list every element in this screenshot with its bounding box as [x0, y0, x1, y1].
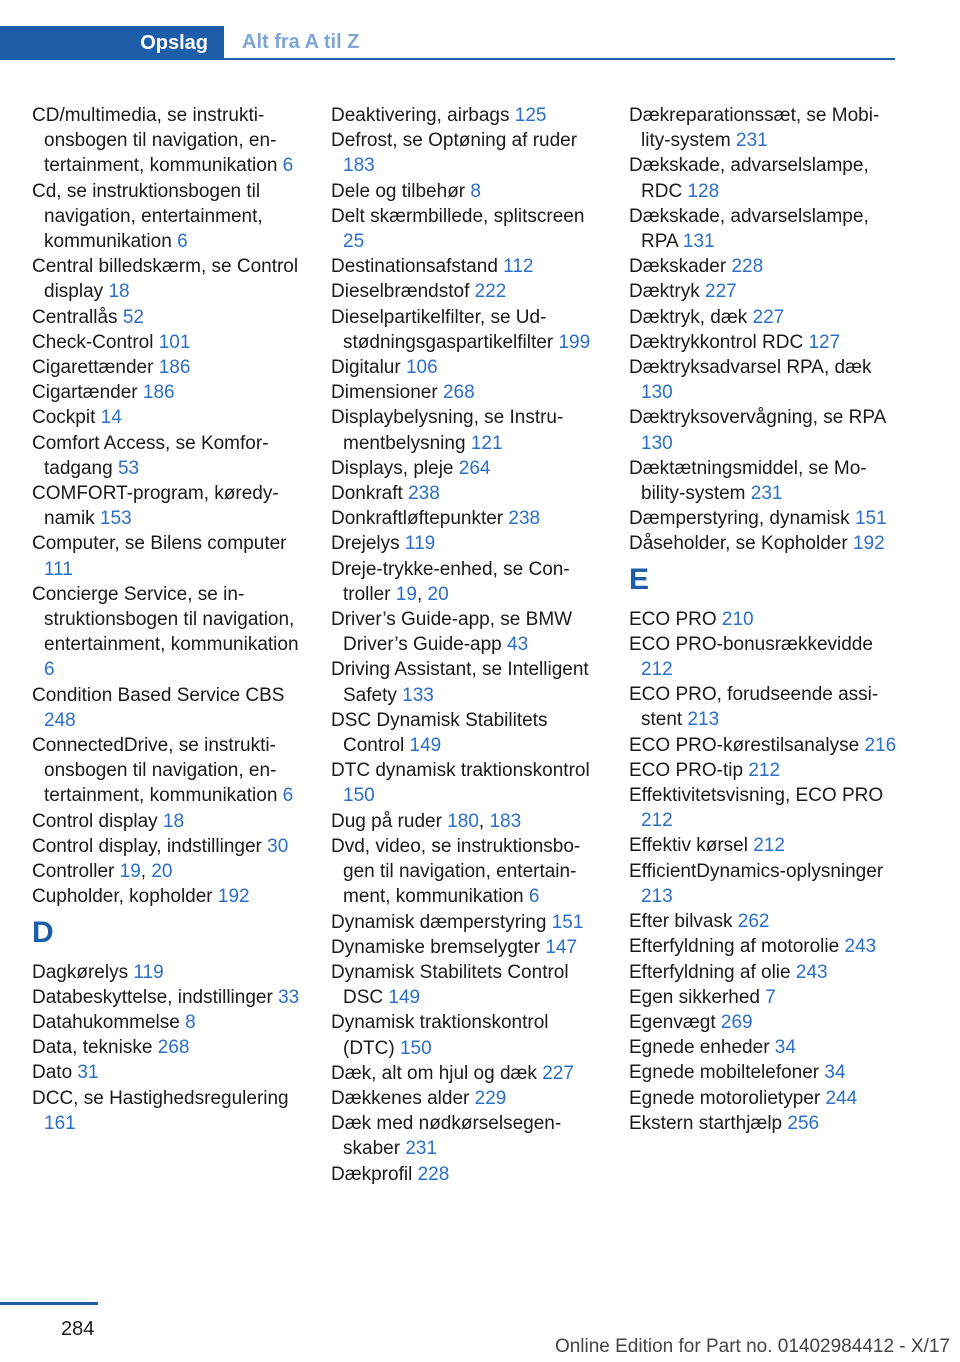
page-reference-link[interactable]: 262 — [737, 911, 770, 933]
index-entry-text: Dæktryksovervågning, se RPA — [629, 407, 886, 429]
page-reference-link[interactable]: 231 — [405, 1138, 438, 1160]
index-entry-text: Egen sikkerhed — [629, 986, 760, 1008]
index-entry-text: Drejelys — [331, 533, 400, 555]
index-entry-text: Dynamisk traktionskontrol (DTC) — [331, 1012, 549, 1059]
page-reference-link[interactable]: 256 — [787, 1112, 820, 1134]
index-entry-text: Destinationsafstand — [331, 256, 498, 278]
index-entry-text: Defrost, se Optøning af ruder — [331, 130, 578, 152]
index-entry — [331, 910, 599, 935]
page-reference-link[interactable]: 264 — [458, 457, 491, 479]
page-reference-link[interactable]: 180 — [447, 810, 479, 832]
index-entry — [32, 985, 300, 1010]
page-reference-link[interactable]: 34 — [824, 1062, 846, 1084]
index-entry-text: Driver’s Guide-app, se BMW Driver’s Guide-app — [331, 609, 573, 656]
page-reference-link[interactable]: 8 — [470, 180, 481, 202]
page-reference-link[interactable]: 212 — [641, 810, 673, 832]
page-reference-link[interactable]: 43 — [507, 634, 529, 656]
index-entry-text: COMFORT-program, køredynamik — [32, 483, 279, 530]
index-entry — [629, 531, 897, 556]
index-entry-text: DTC dynamisk traktionskontrol — [331, 760, 590, 782]
index-entry — [629, 405, 897, 455]
index-letter-heading: D — [32, 915, 54, 949]
index-entry-text: Donkraftløftepunkter — [331, 508, 504, 530]
index-entry — [629, 1010, 897, 1035]
index-entry-text: Dæk med nødkørselsegenskaber — [331, 1113, 562, 1160]
index-entry-text: Dækskade, advarselslampe, RDC — [629, 155, 869, 202]
page-reference-link[interactable]: 161 — [44, 1112, 76, 1134]
index-entry-text: Cd, se instruktionsbogen til navigation, entertainment, kommunikation — [32, 180, 263, 253]
page-reference-link[interactable]: 19 — [119, 861, 141, 883]
index-entry — [32, 355, 300, 380]
page-reference-link[interactable]: 8 — [185, 1011, 196, 1033]
index-column-3 — [629, 103, 897, 1136]
page-reference-link[interactable]: 25 — [343, 231, 365, 253]
index-entry — [331, 758, 599, 808]
index-entry — [629, 153, 897, 203]
index-entry-text: Donkraft — [331, 483, 403, 505]
index-entry — [629, 1060, 897, 1085]
page-reference-link[interactable]: 183 — [489, 810, 522, 832]
index-entry-text: DCC, se Hastighedsregulering — [32, 1087, 289, 1109]
index-entry — [629, 254, 897, 279]
page-reference-link[interactable]: 52 — [122, 306, 144, 328]
page-reference-link[interactable]: 192 — [852, 533, 885, 555]
index-entry-text: ECO PRO, forudseende assistent — [629, 684, 879, 731]
index-entry — [32, 834, 300, 859]
page-reference-link[interactable]: 210 — [721, 608, 754, 630]
index-entry-text: Dæktryksadvarsel RPA, dæk — [629, 357, 872, 379]
index-entry — [331, 607, 599, 657]
index-entry-text: Dynamisk Stabilitets Control DSC — [331, 961, 569, 1009]
footer-rule — [0, 1302, 98, 1305]
index-entry-text: Dieselpartikelfilter, se Udstødningsgaspartikelfilter — [331, 306, 554, 353]
index-entry-text: Dagkørelys — [32, 961, 129, 983]
index-entry — [331, 456, 599, 481]
index-entry: Controller 19, 20 — [32, 861, 173, 883]
page-reference-link[interactable]: 6 — [528, 886, 540, 908]
index-entry-text: Effektiv kørsel — [629, 835, 748, 857]
page-reference-link[interactable]: 231 — [736, 130, 768, 152]
index-entry-text: Dæk, alt om hjul og dæk — [331, 1062, 537, 1084]
index-entry — [331, 935, 599, 960]
tab-opslag[interactable]: Opslag — [0, 26, 224, 60]
index-entry-text: Egnede enheder — [629, 1037, 770, 1059]
page-reference-link[interactable]: 192 — [217, 886, 250, 908]
index-entry — [32, 531, 300, 581]
index-entry — [32, 960, 300, 985]
index-entry-text: Dug på ruder — [331, 810, 442, 832]
index-entry — [331, 708, 599, 758]
page-reference-link[interactable]: 151 — [854, 508, 887, 530]
index-entry-text: Dieselbrændstof — [331, 281, 470, 303]
page-reference-link[interactable]: 222 — [474, 281, 507, 303]
index-entry — [32, 582, 300, 683]
index-entry — [629, 758, 897, 783]
page-reference-link[interactable]: 150 — [399, 1037, 432, 1059]
page-reference-link[interactable]: 18 — [108, 281, 130, 303]
page-reference-link[interactable]: 153 — [99, 508, 132, 530]
page-reference-link[interactable]: 112 — [503, 256, 534, 278]
page-reference-link[interactable]: 106 — [405, 357, 438, 379]
index-entry-text: Cigarettænder — [32, 357, 154, 379]
page-reference-link[interactable]: 20 — [151, 861, 173, 883]
index-entry — [629, 859, 897, 909]
edition-note: Online Edition for Part no. 01402984412 - X/17 — [554, 1336, 950, 1357]
page-number: 284 — [61, 1318, 95, 1340]
page-reference-link[interactable]: 34 — [774, 1037, 796, 1059]
index-entry — [629, 733, 897, 758]
index-entry — [331, 1061, 599, 1086]
index-entry-text: Check-Control — [32, 331, 154, 353]
index-entry-text: Dæktætningsmiddel, se Mobility-system — [629, 457, 867, 505]
page-reference-link[interactable]: 14 — [100, 407, 122, 429]
index-entry-text: Delt skærmbillede, splitscreen — [331, 205, 585, 227]
page-reference-link[interactable]: 268 — [157, 1037, 190, 1059]
index-entry — [32, 179, 300, 255]
index-entry-text: Controller — [32, 861, 115, 883]
index-entry-text: Efterfyldning af olie — [629, 961, 791, 983]
page-reference-link[interactable]: 121 — [470, 432, 503, 454]
index-entry — [629, 506, 897, 531]
index-entry — [331, 279, 599, 304]
index-entry — [32, 1035, 300, 1060]
page-reference-link[interactable]: 151 — [551, 911, 584, 933]
index-entry-text: ECO PRO-tip — [629, 759, 744, 781]
page-reference-link[interactable]: 147 — [545, 936, 578, 958]
page-reference-link[interactable]: 268 — [442, 382, 475, 404]
index-entry-text: Central billedskærm, se Control display — [32, 256, 299, 303]
page-reference-link[interactable]: 30 — [267, 835, 289, 857]
page-reference-link[interactable]: 227 — [705, 281, 737, 303]
index-entry — [331, 179, 599, 204]
index-entry — [331, 1086, 599, 1111]
page-reference-link[interactable]: 183 — [343, 155, 375, 177]
page-reference-link[interactable]: 243 — [795, 961, 828, 983]
page-reference-link[interactable]: 6 — [177, 231, 188, 253]
index-entry-text: Concierge Service, se instruktionsbogen til navigation, entertainment, kommunikation — [32, 583, 299, 656]
page-reference-link[interactable]: 213 — [641, 885, 673, 907]
page-reference-link[interactable]: 216 — [864, 734, 897, 756]
index-entry — [331, 128, 599, 178]
index-entry-text: CD/multimedia, se instruktionsbogen til navigation, entertainment, kommunikation — [32, 105, 278, 177]
index-entry — [331, 1010, 599, 1060]
index-entry — [629, 909, 897, 934]
index-entry — [331, 103, 599, 128]
index-entry-text: Dæmperstyring, dynamisk — [629, 508, 850, 530]
page-reference-link[interactable]: 149 — [388, 987, 421, 1009]
index-entry-text: Cockpit — [32, 407, 96, 429]
index-entry-text: Computer, se Bilens computer — [32, 533, 287, 555]
index-entry — [331, 834, 599, 910]
index-entry-text: Digitalur — [331, 357, 401, 379]
index-entry — [331, 506, 599, 531]
index-entry-text: Displays, pleje — [331, 457, 454, 479]
index-entry-text: Control display — [32, 810, 158, 832]
page-reference-link[interactable]: 199 — [558, 331, 591, 353]
index-entry — [629, 1086, 897, 1111]
page-reference-link[interactable]: 18 — [162, 810, 185, 832]
index-entry-text: Dæktryk, dæk — [629, 306, 748, 328]
index-entry-text: Dynamiske bremselygter — [331, 936, 541, 958]
index-entry — [629, 607, 897, 632]
index-entry — [331, 204, 599, 254]
index-entry — [629, 1111, 897, 1136]
index-entry-text: Driving Assistant, se Intelligent Safety — [331, 659, 589, 706]
index-entry — [629, 305, 897, 330]
page-reference-link[interactable]: 227 — [542, 1062, 574, 1084]
index-entry-text: Datahukommelse — [32, 1011, 180, 1033]
index-entry-text: Dækkenes alder — [331, 1087, 470, 1109]
page-reference-link[interactable]: 7 — [765, 986, 776, 1008]
index-entry-text: Dåseholder, se Kopholder — [629, 533, 848, 555]
page-reference-link[interactable]: 6 — [44, 659, 55, 681]
index-entry — [32, 683, 300, 733]
index-entry-text: ECO PRO — [629, 608, 717, 630]
index-entry — [629, 985, 897, 1010]
page-reference-link[interactable]: 125 — [514, 105, 547, 126]
index-entry-text: Condition Based Service CBS — [32, 684, 285, 706]
page-reference-link[interactable]: 53 — [117, 457, 140, 479]
index-entry — [331, 657, 599, 707]
tab-alt-fra-a-til-z[interactable]: Alt fra A til Z — [224, 26, 895, 60]
page-reference-link[interactable]: 130 — [641, 382, 673, 404]
index-entry — [629, 103, 897, 153]
page-reference-link[interactable]: 119 — [133, 961, 164, 983]
index-entry — [32, 330, 300, 355]
index-entry-text: Databeskyttelse, indstillinger — [32, 986, 273, 1008]
index-entry-text: Dækskader — [629, 256, 727, 278]
index-entry-text: Cupholder, kopholder — [32, 886, 213, 908]
index-entry-text: Dækskade, advarselslampe, RPA — [629, 205, 869, 253]
index-entry — [32, 733, 300, 809]
page-reference-link[interactable]: 238 — [508, 508, 541, 530]
index-entry-text: Dimensioner — [331, 382, 438, 404]
index-entry — [629, 1035, 897, 1060]
index-entry — [32, 1060, 300, 1085]
page-reference-link[interactable]: 150 — [343, 785, 375, 807]
index-entry: Dreje-trykke-enhed, se Controller 19, 20 — [331, 558, 570, 605]
index-entry-text: Dele og tilbehør — [331, 180, 466, 202]
index-entry — [331, 960, 599, 1010]
index-entry — [331, 1111, 599, 1161]
index-entry-text: Dynamisk dæmperstyring — [331, 911, 547, 933]
index-entry-text: Comfort Access, se Komfortadgang — [32, 432, 269, 479]
index-entry — [331, 305, 599, 355]
index-entry-text: Egnede mobiltelefoner — [629, 1062, 820, 1084]
index-entry — [331, 405, 599, 455]
page-reference-link[interactable]: 130 — [641, 432, 673, 454]
page-reference-link[interactable]: 229 — [474, 1087, 507, 1109]
index-entry-text: Displaybelysning, se Instrumentbelysning — [331, 407, 564, 454]
page-reference-link[interactable]: 227 — [752, 306, 785, 328]
index-entry-text: Centrallås — [32, 306, 118, 328]
index-column-2 — [331, 103, 599, 1187]
index-entry-text: Egenvægt — [629, 1011, 716, 1033]
index-entry — [629, 833, 897, 858]
index-entry-text: DSC Dynamisk Stabilitets Control — [331, 709, 548, 757]
page-reference-link[interactable]: 31 — [77, 1062, 99, 1084]
index-entry — [331, 254, 599, 279]
page-reference-link[interactable]: 248 — [44, 709, 76, 731]
index-entry — [629, 682, 897, 732]
page-reference-link[interactable]: 131 — [682, 231, 715, 253]
index-entry — [32, 809, 300, 834]
page-reference-link[interactable]: 238 — [408, 483, 440, 505]
index-entry — [629, 934, 897, 959]
page-reference-link[interactable]: 186 — [142, 382, 175, 404]
index-entry-text: ConnectedDrive, se instruktionsbogen til navigation, entertainment, kommunikation — [32, 735, 278, 807]
page-reference-link[interactable]: 243 — [844, 936, 877, 958]
index-entry — [629, 632, 897, 682]
index-entry-text: Dækreparationssæt, se Mobility-system — [629, 105, 880, 152]
page-reference-link[interactable]: 213 — [687, 709, 720, 731]
index-entry — [32, 380, 300, 405]
index-entry-text: Efter bilvask — [629, 911, 733, 933]
index-entry — [629, 783, 897, 833]
index-entry-text: Efterfyldning af motorolie — [629, 936, 840, 958]
index-entry — [331, 355, 599, 380]
page-reference-link[interactable]: 149 — [409, 735, 442, 757]
index-entry — [32, 1086, 300, 1136]
header-tabs — [0, 26, 895, 62]
page-reference-link[interactable]: 212 — [748, 759, 781, 781]
index-entry — [32, 431, 300, 481]
index-entry-text: Effektivitetsvisning, ECO PRO — [629, 785, 884, 807]
index-entry — [32, 884, 300, 909]
index-entry — [331, 380, 599, 405]
index-entry — [629, 204, 897, 254]
page-reference-link[interactable]: 212 — [641, 659, 673, 681]
index-entry — [32, 254, 300, 304]
index-column-1 — [32, 103, 300, 1136]
index-entry — [32, 103, 300, 179]
index-entry — [629, 355, 897, 405]
page-reference-link[interactable]: 228 — [731, 256, 764, 278]
index-entry-text: Dæktryk — [629, 281, 700, 303]
page-reference-link[interactable]: 101 — [158, 331, 191, 353]
page-reference-link[interactable]: 269 — [720, 1011, 753, 1033]
index-entry — [32, 481, 300, 531]
index-entry-text: Dreje-trykke-enhed, se Controller — [331, 558, 570, 605]
index-entry-text: EfficientDynamics-oplysninger — [629, 860, 884, 882]
index-entry — [629, 279, 897, 304]
page-reference-link[interactable]: 111 — [44, 558, 73, 580]
page-reference-link[interactable]: 127 — [808, 331, 841, 353]
index-entry-text: ECO PRO-kørestilsanalyse — [629, 734, 860, 756]
index-entry — [629, 330, 897, 355]
index-entry-text: Cigartænder — [32, 382, 138, 404]
index-entry-text: Ekstern starthjælp — [629, 1112, 783, 1134]
index-entry-text: Dækprofil — [331, 1163, 413, 1185]
index-entry — [331, 531, 599, 556]
index-entry-text: Dvd, video, se instruktionsbogen til navigation, entertainment, kommunikation — [331, 835, 581, 908]
page-reference-link[interactable]: 33 — [278, 986, 300, 1008]
page-reference-link[interactable]: 128 — [687, 180, 720, 202]
index-entry — [331, 481, 599, 506]
index-entry-text: Dato — [32, 1062, 73, 1084]
index-entry — [629, 456, 897, 506]
page-reference-link[interactable]: 212 — [753, 835, 785, 857]
index-letter-heading: E — [629, 562, 650, 596]
page-reference-link[interactable]: 119 — [404, 533, 436, 555]
index-entry: Dug på ruder 180, 183 — [331, 810, 522, 832]
index-entry-text: ECO PRO-bonusrækkevidde — [629, 633, 873, 655]
page-reference-link[interactable]: 6 — [282, 155, 294, 177]
index-entry-text: Deaktivering, airbags — [331, 105, 510, 126]
index-entry — [331, 1162, 599, 1187]
page-reference-link[interactable]: 20 — [427, 583, 449, 605]
index-entry — [629, 960, 897, 985]
index-entry — [32, 1010, 300, 1035]
index-entry-text: Dæktrykkontrol RDC — [629, 331, 804, 353]
page-reference-link[interactable]: 6 — [282, 785, 294, 807]
page-reference-link[interactable]: 133 — [402, 684, 434, 706]
page-reference-link[interactable]: 186 — [158, 357, 191, 379]
page-reference-link[interactable]: 228 — [417, 1163, 450, 1185]
index-entry-text: Data, tekniske — [32, 1037, 153, 1059]
index-entry — [32, 405, 300, 430]
page-reference-link[interactable]: 19 — [395, 583, 417, 605]
page-reference-link[interactable]: 231 — [750, 483, 783, 505]
index-entry-text: Control display, indstillinger — [32, 835, 262, 857]
index-entry — [32, 305, 300, 330]
page-reference-link[interactable]: 244 — [825, 1087, 858, 1109]
index-entry-text: Egnede motorolietyper — [629, 1087, 821, 1109]
